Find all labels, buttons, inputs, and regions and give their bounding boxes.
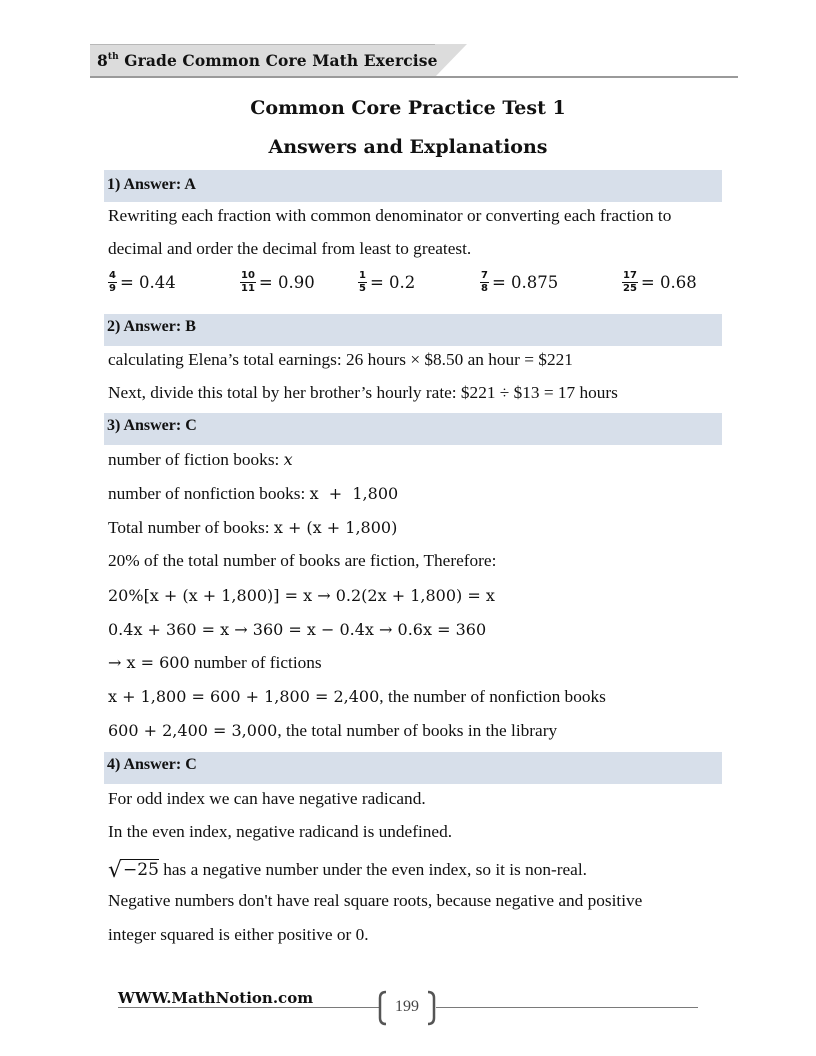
- fraction: [480, 270, 489, 295]
- fraction-item: [240, 270, 315, 295]
- q3-line-7-math: → x = 600: [108, 653, 190, 672]
- q4-text-line-4: Negative numbers don't have real square roots, because negative and positive: [108, 891, 643, 910]
- fraction-value: = 0.90: [258, 273, 315, 292]
- q3-line-2-text: number of nonfiction books:: [108, 484, 310, 503]
- fraction: [108, 270, 117, 295]
- fraction: [240, 270, 256, 295]
- answer-label-3: 3) Answer: C: [107, 417, 197, 434]
- answer-label-1: 1) Answer: A: [107, 176, 196, 193]
- fraction-item: [108, 270, 176, 295]
- page-number: 199: [395, 998, 419, 1015]
- q4-text-line-1: For odd index we can have negative radicand.: [108, 789, 426, 808]
- fraction-item: [480, 270, 558, 295]
- fraction-item: [358, 270, 415, 295]
- fraction-numerator: 4: [109, 270, 116, 281]
- q3-line-1-math: x: [283, 450, 293, 469]
- fraction-denominator: 25: [623, 283, 637, 294]
- q3-line-3: [108, 518, 397, 538]
- q2-text-line-2: Next, divide this total by her brother’s hourly rate: $221 ÷ $13 = 17 hours: [108, 383, 618, 402]
- fraction: [358, 270, 367, 295]
- q3-line-1-text: number of fiction books:: [108, 450, 284, 469]
- footer-rule-right: [436, 1007, 698, 1008]
- answer-bar-2: [104, 314, 722, 346]
- answer-bar-1: [104, 170, 722, 202]
- q3-line-8-text: , the number of nonfiction books: [379, 687, 606, 706]
- q3-line-3-math: x + (x + 1,800): [273, 518, 398, 537]
- q3-line-4: 20% of the total number of books are fiction, Therefore:: [108, 551, 497, 570]
- q1-text-line-1: Rewriting each fraction with common denominator or converting each fraction to: [108, 206, 672, 225]
- page-subtitle: Answers and Explanations: [268, 136, 548, 158]
- fraction-numerator: 1: [359, 270, 366, 281]
- fraction-value: = 0.875: [491, 273, 559, 292]
- fraction-item: [622, 270, 697, 295]
- q3-line-2: [108, 484, 398, 504]
- q4-line-3-text: has a negative number under the even index, so it is non-real.: [158, 860, 587, 879]
- q3-line-6: 0.4x + 360 = x → 360 = x − 0.4x → 0.6x = 360: [108, 620, 487, 639]
- q1-text-line-2: decimal and order the decimal from least to greatest.: [108, 239, 472, 258]
- q3-line-9-text: , the total number of books in the library: [277, 721, 558, 740]
- header-grade-number: 8: [97, 51, 108, 70]
- q3-line-8: [108, 687, 606, 707]
- fraction-numerator: 10: [241, 270, 255, 281]
- fraction-value: = 0.44: [119, 273, 176, 292]
- page-number-box: [378, 990, 436, 1026]
- fraction-numerator: 7: [481, 270, 488, 281]
- fraction: [622, 270, 638, 295]
- q3-line-7: [108, 653, 322, 673]
- q4-text-line-5: integer squared is either positive or 0.: [108, 925, 369, 944]
- q3-line-8-math: x + 1,800 = 600 + 1,800 = 2,400: [108, 687, 380, 706]
- fraction-value: = 0.68: [640, 273, 697, 292]
- fraction-denominator: 5: [359, 283, 366, 294]
- q1-fraction-row: [108, 270, 708, 306]
- q3-line-3-text: Total number of books:: [108, 518, 274, 537]
- fraction-denominator: 8: [481, 283, 488, 294]
- header-rule: [90, 76, 738, 78]
- footer-url: WWW.MathNotion.com: [118, 989, 314, 1007]
- radicand: −25: [123, 860, 159, 880]
- q4-text-line-3: [108, 856, 587, 881]
- fraction-denominator: 11: [241, 283, 255, 294]
- q3-line-2-math: x + 1,800: [309, 484, 399, 503]
- radical-sign-icon: √: [108, 858, 123, 883]
- q3-line-9: [108, 721, 557, 741]
- fraction-numerator: 17: [623, 270, 637, 281]
- header-grade-suffix: th: [107, 51, 119, 62]
- header-title: [97, 51, 438, 70]
- answer-label-2: 2) Answer: B: [107, 318, 196, 335]
- fraction-denominator: 9: [109, 283, 116, 294]
- fraction-value: = 0.2: [369, 273, 416, 292]
- q4-text-line-2: In the even index, negative radicand is undefined.: [108, 822, 453, 841]
- q3-line-5: 20%[x + (x + 1,800)] = x → 0.2(2x + 1,800) = x: [108, 586, 495, 605]
- q3-line-7-text: number of fictions: [189, 653, 322, 672]
- q3-line-9-math: 600 + 2,400 = 3,000: [108, 721, 278, 740]
- q2-text-line-1: calculating Elena’s total earnings: 26 hours × $8.50 an hour = $221: [108, 350, 573, 369]
- footer-rule-left: [118, 1007, 380, 1008]
- header-title-rest: Grade Common Core Math Exercise: [118, 51, 438, 70]
- q3-line-1: [108, 450, 293, 470]
- answer-label-4: 4) Answer: C: [107, 756, 197, 773]
- square-root-expression: [108, 858, 159, 883]
- page-title: Common Core Practice Test 1: [250, 97, 566, 119]
